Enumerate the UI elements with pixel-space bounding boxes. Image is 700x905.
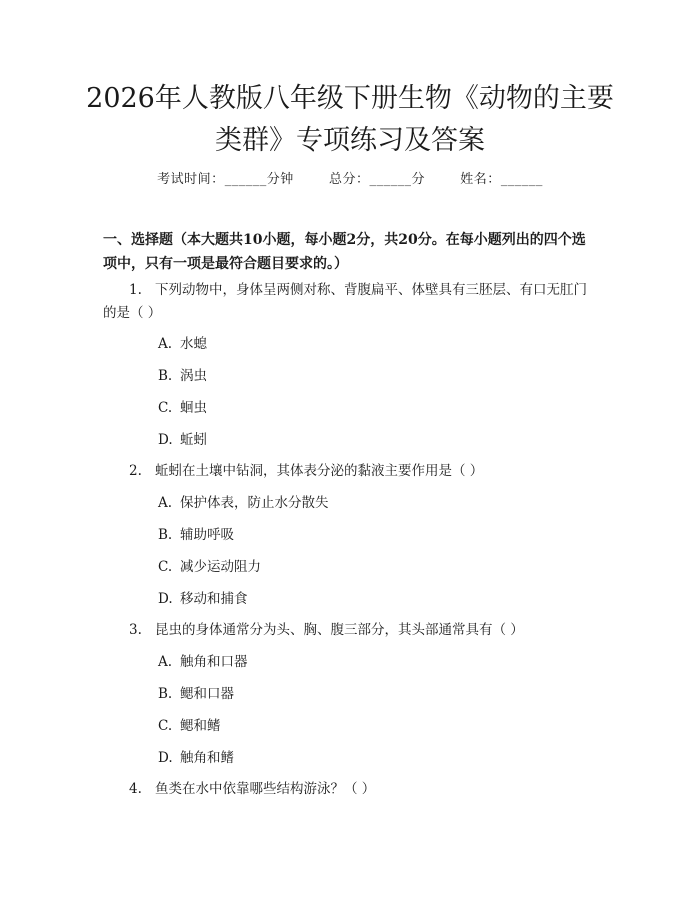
option-b: B. 鳃和口器 <box>158 686 234 702</box>
question-number: 3. <box>129 622 142 638</box>
question-4 <box>103 778 603 801</box>
option-d: D. 移动和捕食 <box>158 591 248 607</box>
time-blank: ______ <box>224 172 267 187</box>
question-text: 下列动物中，身体呈两侧对称、背腹扁平、体壁具有三胚层、有口无肛门 <box>155 282 587 298</box>
section-heading-line-1: 一、选择题（本大题共10小题，每小题2分，共20分。在每小题列出的四个选 <box>103 232 586 248</box>
exam-meta <box>0 168 700 187</box>
question-3 <box>103 619 603 642</box>
question-number: 4. <box>129 781 142 797</box>
name-label: 姓名： <box>460 172 501 187</box>
score-label: 总分： <box>328 172 370 187</box>
option-a: A. 触角和口器 <box>158 654 248 670</box>
option-c: C. 鳃和鳍 <box>158 718 221 734</box>
question-2 <box>103 460 603 483</box>
title-line-2: 类群》专项练习及答案 <box>215 125 485 156</box>
score-unit: 分 <box>411 172 426 187</box>
question-text: 鱼类在水中依靠哪些结构游泳？（ ） <box>155 781 376 797</box>
option-a: A. 水螅 <box>158 336 207 352</box>
option-c: C. 减少运动阻力 <box>158 559 261 575</box>
question-1 <box>103 279 603 325</box>
option-a: A. 保护体表，防止水分散失 <box>158 495 329 511</box>
question-text-continued: 的是（ ） <box>103 305 162 321</box>
time-unit: 分钟 <box>266 172 294 187</box>
title-line-1: 2026年人教版八年级下册生物《动物的主要 <box>86 83 614 114</box>
option-d: D. 蚯蚓 <box>158 432 207 448</box>
section-heading-line-2: 项中，只有一项是最符合题目要求的。） <box>103 256 348 272</box>
score-blank: ______ <box>369 172 412 187</box>
option-c: C. 蛔虫 <box>158 400 207 416</box>
question-text: 昆虫的身体通常分为头、胸、腹三部分，其头部通常具有（ ） <box>155 622 524 638</box>
option-d: D. 触角和鳍 <box>158 750 234 766</box>
question-number: 1. <box>129 282 142 298</box>
option-b: B. 辅助呼吸 <box>158 527 234 543</box>
section-heading <box>103 228 603 276</box>
question-number: 2. <box>129 463 142 479</box>
document-title <box>60 78 640 162</box>
time-label: 考试时间： <box>157 172 225 187</box>
question-text: 蚯蚓在土壤中钻洞，其体表分泌的黏液主要作用是（ ） <box>155 463 484 479</box>
name-blank: ______ <box>500 172 543 187</box>
option-b: B. 涡虫 <box>158 368 207 384</box>
